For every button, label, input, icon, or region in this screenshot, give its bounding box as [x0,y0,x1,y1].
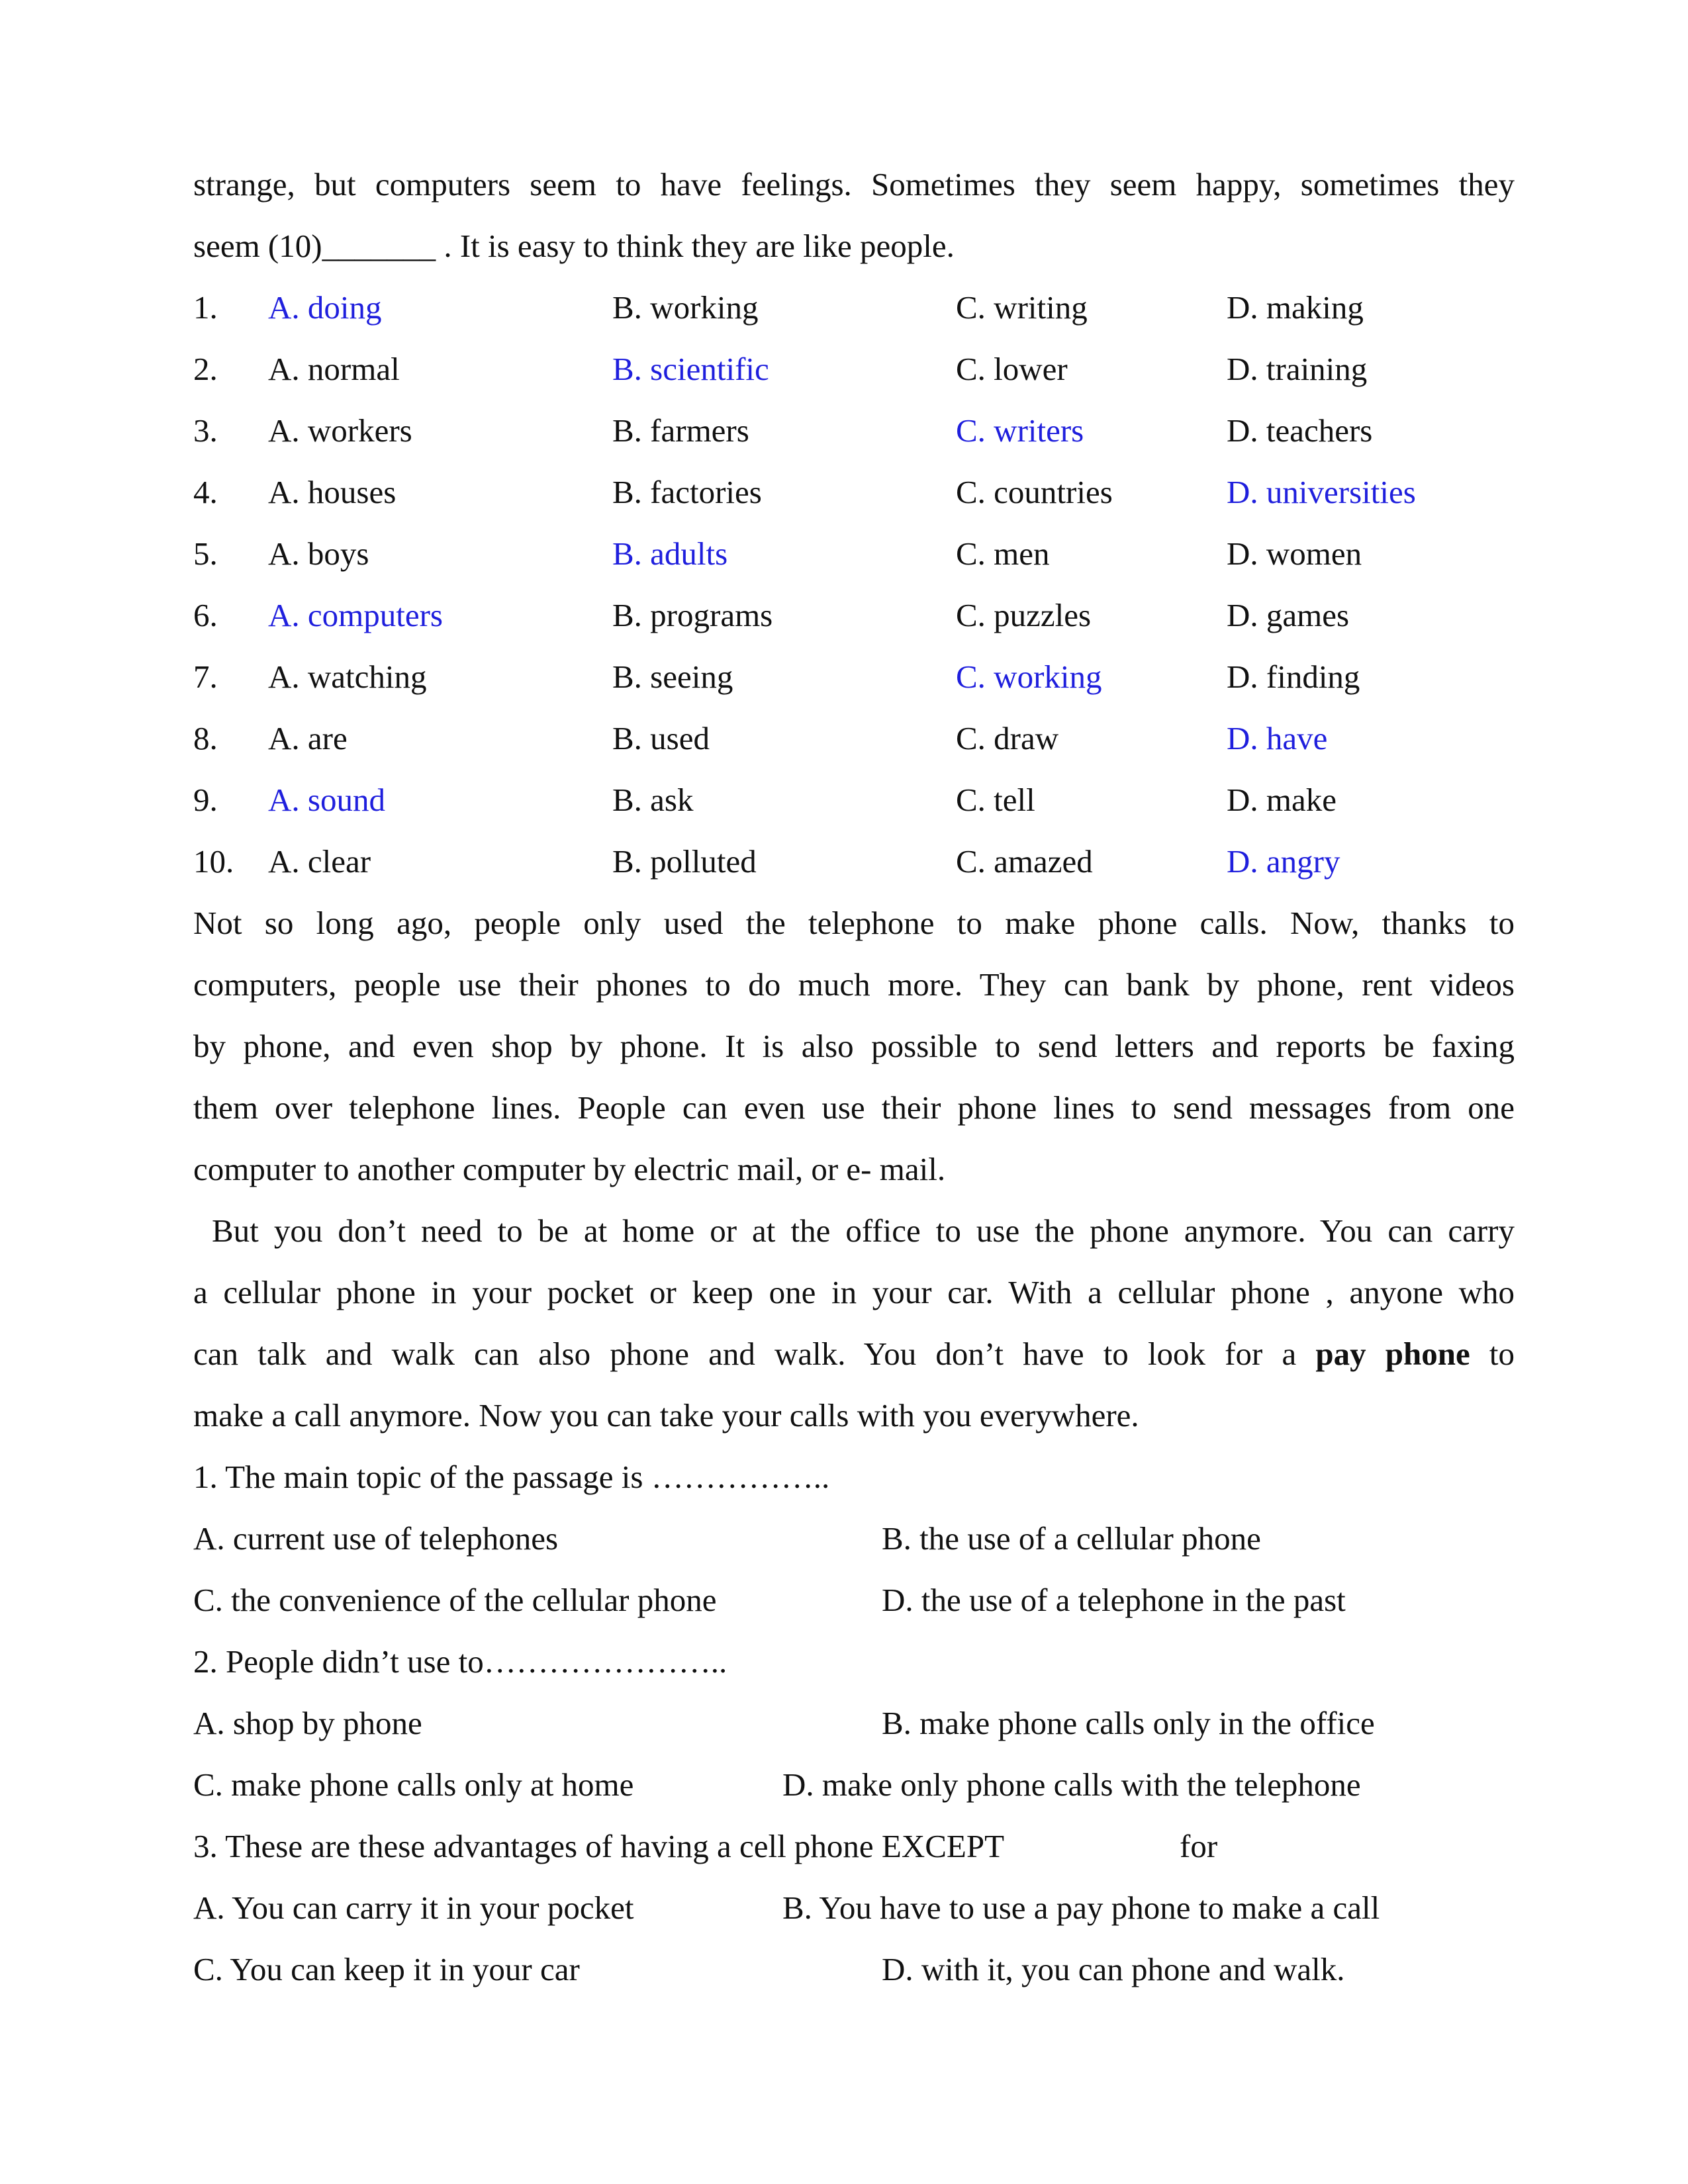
cloze-option-c: C. amazed [956,843,1093,880]
cloze-row [193,831,1515,892]
cloze-row [193,277,1515,338]
question-section [193,1446,1515,2000]
cloze-option-d: D. universities [1227,474,1416,510]
cloze-row [193,523,1515,584]
cloze-option-c: C. puzzles [956,597,1092,633]
cloze-option-d: D. have [1227,720,1328,756]
cloze-row [193,707,1515,769]
question-stem-text: 3. These are these advantages of having a cell phone EXCEPT [193,1828,1005,1864]
cloze-option-a: A. doing [268,289,382,326]
cloze-row [193,769,1515,831]
page-content [193,154,1515,2000]
cloze-number: 2. [193,351,218,387]
passage-line: Not so long ago, people only used the telephone to make phone calls. Now, thanks to [193,905,1515,941]
cloze-option-c: C. draw [956,720,1059,756]
cloze-option-a: A. sound [268,782,385,818]
option-d: D. make only phone calls with the telephone [782,1766,1361,1803]
option-row [193,1938,1515,2000]
option-row [193,1508,1515,1569]
cloze-option-a: A. boys [268,535,369,572]
reading-passage [193,892,1515,1446]
cloze-option-d: D. finding [1227,659,1360,695]
cloze-option-a: A. are [268,720,348,756]
cloze-option-d: D. games [1227,597,1350,633]
cloze-option-b: B. factories [612,474,762,510]
cloze-option-b: B. seeing [612,659,733,695]
cloze-option-c: C. countries [956,474,1113,510]
option-c: C. the convenience of the cellular phone [193,1582,717,1618]
cloze-option-a: A. normal [268,351,400,387]
cloze-number: 3. [193,412,218,449]
cloze-option-d: D. make [1227,782,1336,818]
passage-line: a cellular phone in your pocket or keep one in your car. With a cellular phone , anyone who [193,1274,1515,1310]
option-c: C. make phone calls only at home [193,1766,634,1803]
cloze-option-b: B. ask [612,782,694,818]
cloze-number: 7. [193,659,218,695]
cloze-option-d: D. women [1227,535,1362,572]
passage-line: make a call anymore. Now you can take your calls with you everywhere. [193,1397,1139,1433]
option-c: C. You can keep it in your car [193,1951,580,1987]
option-b: B. make phone calls only in the office [882,1705,1375,1741]
question-stem-tail: for [1180,1828,1218,1864]
cloze-option-c: C. lower [956,351,1068,387]
cloze-option-d: D. making [1227,289,1364,326]
option-b: B. the use of a cellular phone [882,1520,1261,1557]
cloze-option-d: D. teachers [1227,412,1373,449]
passage-line: computers, people use their phones to do much more. They can bank by phone, rent videos [193,966,1515,1003]
cloze-row [193,461,1515,523]
option-a: A. You can carry it in your pocket [193,1889,634,1926]
cloze-option-b: B. polluted [612,843,757,880]
cloze-number: 9. [193,782,218,818]
passage-line: But you don’t need to be at home or at the office to use the phone anymore. You can carry [212,1212,1515,1249]
cloze-number: 4. [193,474,218,510]
question-stem: 1. The main topic of the passage is …………….. [193,1459,830,1495]
question-stem [193,1815,1515,1877]
cloze-option-a: A. clear [268,843,371,880]
cloze-option-d: D. training [1227,351,1368,387]
cloze-option-b: B. scientific [612,351,769,387]
cloze-number: 5. [193,535,218,572]
passage-line: by phone, and even shop by phone. It is also possible to send letters and reports be faxing [193,1028,1515,1064]
cloze-row [193,584,1515,646]
cloze-number: 8. [193,720,218,756]
question-stem: 2. People didn’t use to………………….. [193,1643,727,1680]
intro-line-1: strange, but computers seem to have feelings. Sometimes they seem happy, sometimes they [193,166,1515,203]
passage-line [193,1323,1515,1385]
cloze-option-b: B. farmers [612,412,749,449]
passage-text: to [1470,1336,1515,1372]
option-row [193,1754,1515,1815]
cloze-option-b: B. used [612,720,710,756]
cloze-option-c: C. men [956,535,1050,572]
passage-line: computer to another computer by electric mail, or e- mail. [193,1151,946,1187]
cloze-number: 10. [193,843,234,880]
cloze-option-b: B. programs [612,597,773,633]
cloze-option-a: A. watching [268,659,427,695]
cloze-option-c: C. writers [956,412,1084,449]
option-row [193,1692,1515,1754]
cloze-option-a: A. computers [268,597,443,633]
pay-phone-term: pay phone [1315,1336,1470,1372]
passage-line: them over telephone lines. People can even use their phone lines to send messages from one [193,1089,1515,1126]
cloze-answer-list [193,277,1515,892]
cloze-option-b: B. adults [612,535,728,572]
option-row [193,1877,1515,1938]
cloze-number: 1. [193,289,218,326]
option-d: D. with it, you can phone and walk. [882,1951,1345,1987]
cloze-option-a: A. workers [268,412,412,449]
cloze-option-a: A. houses [268,474,397,510]
cloze-option-c: C. working [956,659,1102,695]
option-b: B. You have to use a pay phone to make a call [782,1889,1380,1926]
option-d: D. the use of a telephone in the past [882,1582,1346,1618]
cloze-option-c: C. writing [956,289,1088,326]
cloze-row [193,400,1515,461]
cloze-option-c: C. tell [956,782,1035,818]
cloze-row [193,646,1515,707]
cloze-option-b: B. working [612,289,759,326]
cloze-row [193,338,1515,400]
cloze-option-d: D. angry [1227,843,1340,880]
option-a: A. current use of telephones [193,1520,559,1557]
passage-text: can talk and walk can also phone and walk. You don’t have to look for a [193,1336,1316,1372]
intro-line-2: seem (10)_______ . It is easy to think they are like people. [193,228,955,264]
option-row [193,1569,1515,1631]
cloze-number: 6. [193,597,218,633]
option-a: A. shop by phone [193,1705,422,1741]
